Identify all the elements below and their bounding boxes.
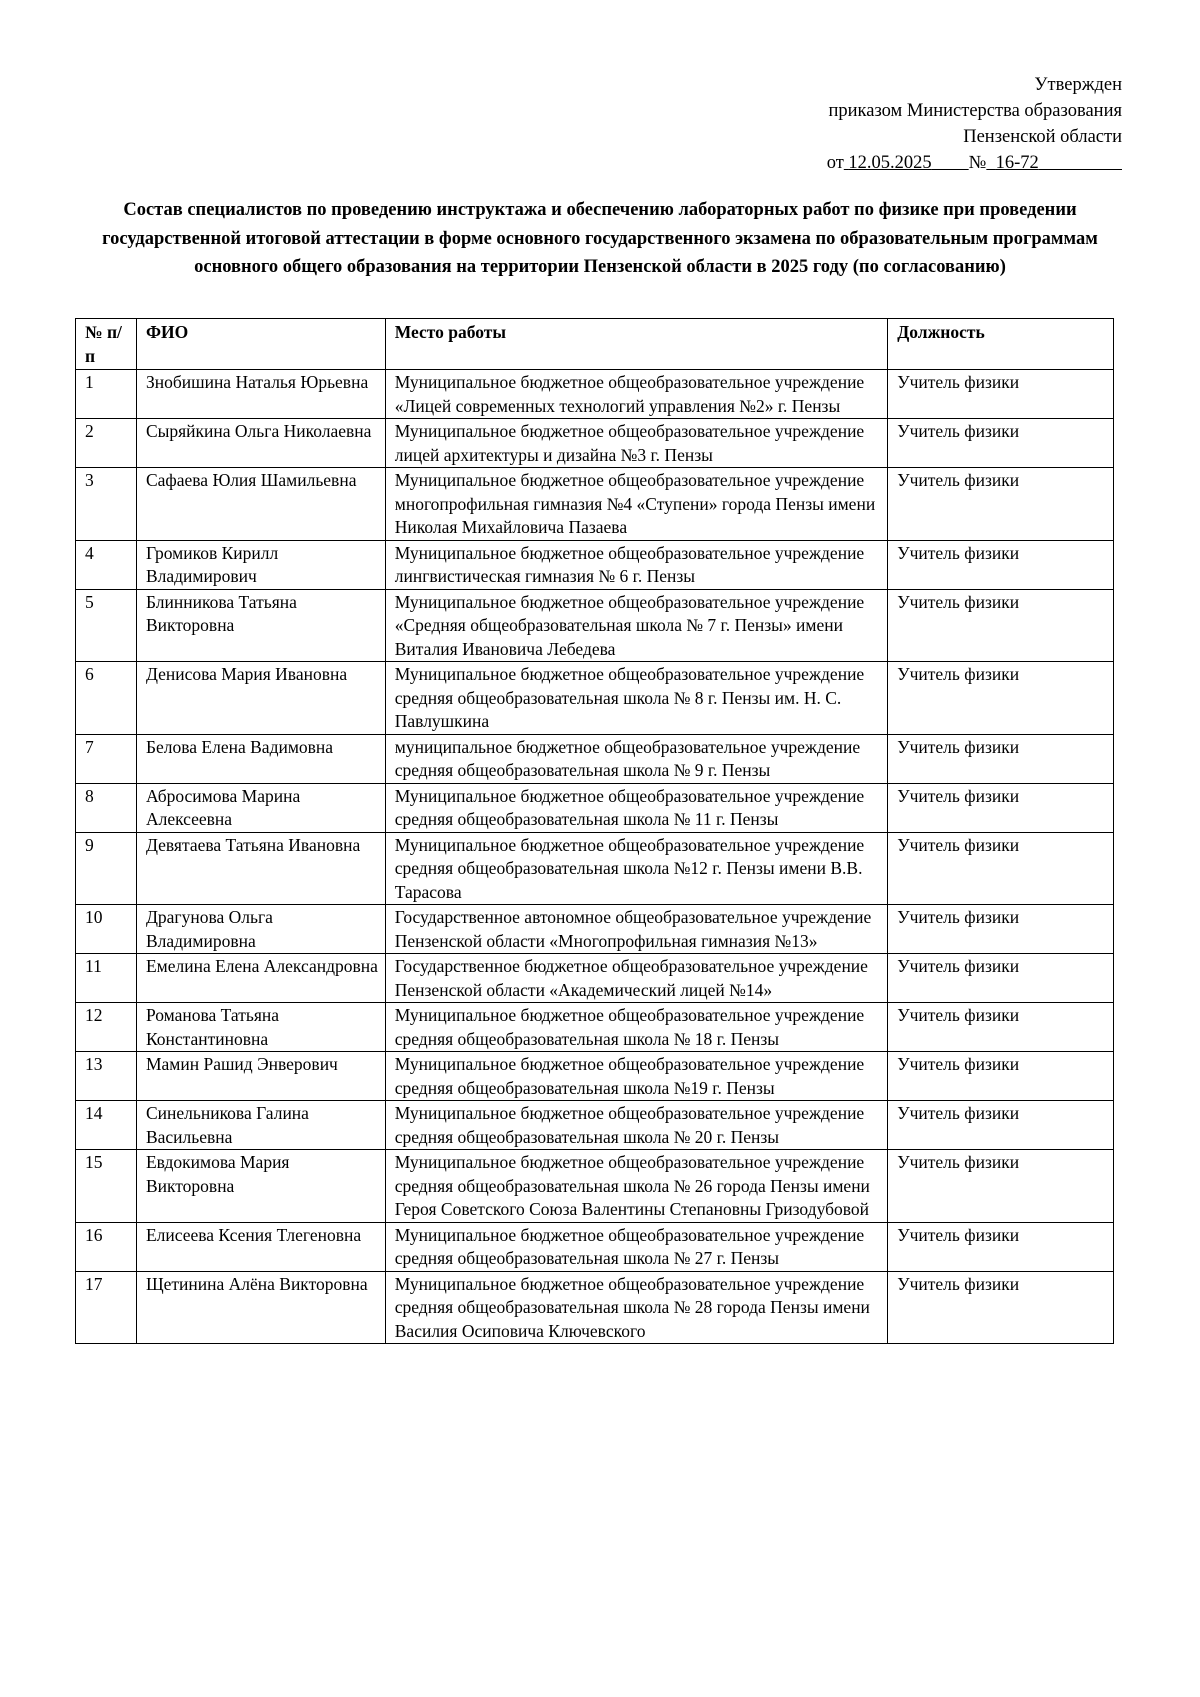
cell-position: Учитель физики: [888, 1052, 1114, 1101]
cell-position: Учитель физики: [888, 370, 1114, 419]
cell-place: Муниципальное бюджетное общеобразовательное учреждение средняя общеобразовательная школа № 11 г. Пензы: [385, 783, 887, 832]
cell-fio: Евдокимова Мария Викторовна: [136, 1150, 385, 1223]
cell-number: 4: [76, 540, 137, 589]
cell-number: 1: [76, 370, 137, 419]
table-row: [76, 1222, 1114, 1271]
cell-fio: Мамин Рашид Энверович: [136, 1052, 385, 1101]
header-number: № п/п: [76, 319, 137, 370]
cell-position: Учитель физики: [888, 954, 1114, 1003]
table-row: [76, 1271, 1114, 1344]
cell-place: Муниципальное бюджетное общеобразовательное учреждение средняя общеобразовательная школа № 20 г. Пензы: [385, 1101, 887, 1150]
cell-fio: Емелина Елена Александровна: [136, 954, 385, 1003]
date-prefix: от: [826, 153, 844, 173]
cell-fio: Щетинина Алёна Викторовна: [136, 1271, 385, 1344]
cell-fio: Денисова Мария Ивановна: [136, 662, 385, 735]
cell-fio: Блинникова Татьяна Викторовна: [136, 589, 385, 662]
approval-line-region: Пензенской области: [963, 127, 1122, 147]
header-place: Место работы: [385, 319, 887, 370]
cell-place: Муниципальное бюджетное общеобразовательное учреждение лингвистическая гимназия № 6 г. Пензы: [385, 540, 887, 589]
table-row: [76, 662, 1114, 735]
number-prefix: №: [968, 153, 987, 173]
cell-place: Муниципальное бюджетное общеобразовательное учреждение средняя общеобразовательная школа № 8 г. Пензы им. Н. С. Павлушкина: [385, 662, 887, 735]
cell-position: Учитель физики: [888, 1150, 1114, 1223]
document-title: Состав специалистов по проведению инструктажа и обеспечению лабораторных работ по физике при проведении государственной итоговой аттестации в форме основного государственного экзамена по образовательным программам основного общего образования на территории Пензенской области в 2025 году (по согласованию): [102, 200, 1098, 277]
cell-place: Муниципальное бюджетное общеобразовательное учреждение многопрофильная гимназия №4 «Ступени» города Пензы имени Николая Михайловича Пазаева: [385, 468, 887, 541]
cell-number: 12: [76, 1003, 137, 1052]
table-row: [76, 905, 1114, 954]
header-fio: ФИО: [136, 319, 385, 370]
cell-number: 13: [76, 1052, 137, 1101]
table-row: [76, 1052, 1114, 1101]
cell-place: Государственное автономное общеобразовательное учреждение Пензенской области «Многопрофильная гимназия №13»: [385, 905, 887, 954]
cell-place: Муниципальное бюджетное общеобразовательное учреждение средняя общеобразовательная школа № 27 г. Пензы: [385, 1222, 887, 1271]
cell-place: Муниципальное бюджетное общеобразовательное учреждение лицей архитектуры и дизайна №3 г. Пензы: [385, 419, 887, 468]
cell-position: Учитель физики: [888, 1222, 1114, 1271]
table-row: [76, 954, 1114, 1003]
table-row: [76, 734, 1114, 783]
cell-position: Учитель физики: [888, 540, 1114, 589]
table-row: [76, 468, 1114, 541]
cell-position: Учитель физики: [888, 832, 1114, 905]
table-row: [76, 419, 1114, 468]
cell-place: муниципальное бюджетное общеобразовательное учреждение средняя общеобразовательная школа № 9 г. Пензы: [385, 734, 887, 783]
cell-number: 10: [76, 905, 137, 954]
table-row: [76, 540, 1114, 589]
cell-number: 14: [76, 1101, 137, 1150]
approval-block: [827, 72, 1122, 176]
approval-line-approved: Утвержден: [1034, 75, 1122, 95]
cell-fio: Белова Елена Вадимовна: [136, 734, 385, 783]
cell-number: 5: [76, 589, 137, 662]
specialists-table: [75, 318, 1114, 1344]
table-row: [76, 783, 1114, 832]
cell-position: Учитель физики: [888, 1271, 1114, 1344]
cell-number: 2: [76, 419, 137, 468]
order-number: 16-72: [995, 153, 1039, 173]
cell-position: Учитель физики: [888, 589, 1114, 662]
cell-fio: Елисеева Ксения Тлегеновна: [136, 1222, 385, 1271]
table-row: [76, 1101, 1114, 1150]
cell-place: Муниципальное бюджетное общеобразовательное учреждение средняя общеобразовательная школа № 26 города Пензы имени Героя Советского Союза Валентины Степановны Гризодубовой: [385, 1150, 887, 1223]
cell-position: Учитель физики: [888, 734, 1114, 783]
table-row: [76, 589, 1114, 662]
cell-position: Учитель физики: [888, 419, 1114, 468]
cell-number: 17: [76, 1271, 137, 1344]
cell-place: Муниципальное бюджетное общеобразовательное учреждение средняя общеобразовательная школа № 28 города Пензы имени Василия Осиповича Ключевского: [385, 1271, 887, 1344]
header-position: Должность: [888, 319, 1114, 370]
cell-number: 15: [76, 1150, 137, 1223]
cell-number: 6: [76, 662, 137, 735]
cell-fio: Абросимова Марина Алексеевна: [136, 783, 385, 832]
cell-fio: Романова Татьяна Константиновна: [136, 1003, 385, 1052]
table-row: [76, 1003, 1114, 1052]
cell-fio: Драгунова Ольга Владимировна: [136, 905, 385, 954]
table-header-row: [76, 319, 1114, 370]
cell-position: Учитель физики: [888, 783, 1114, 832]
table-row: [76, 1150, 1114, 1223]
cell-fio: Громиков Кирилл Владимирович: [136, 540, 385, 589]
table-row: [76, 370, 1114, 419]
cell-position: Учитель физики: [888, 1101, 1114, 1150]
cell-place: Государственное бюджетное общеобразовательное учреждение Пензенской области «Академический лицей №14»: [385, 954, 887, 1003]
cell-fio: Синельникова Галина Васильевна: [136, 1101, 385, 1150]
cell-position: Учитель физики: [888, 468, 1114, 541]
cell-place: Муниципальное бюджетное общеобразовательное учреждение «Средняя общеобразовательная школа № 7 г. Пензы» имени Виталия Ивановича Лебедева: [385, 589, 887, 662]
cell-number: 11: [76, 954, 137, 1003]
cell-fio: Сыряйкина Ольга Николаевна: [136, 419, 385, 468]
cell-place: Муниципальное бюджетное общеобразовательное учреждение средняя общеобразовательная школа №19 г. Пензы: [385, 1052, 887, 1101]
cell-fio: Девятаева Татьяна Ивановна: [136, 832, 385, 905]
cell-position: Учитель физики: [888, 905, 1114, 954]
cell-fio: Сафаева Юлия Шамильевна: [136, 468, 385, 541]
cell-number: 7: [76, 734, 137, 783]
approval-line-order: приказом Министерства образования: [828, 101, 1122, 121]
approval-date-number: [827, 150, 1122, 176]
order-date: 12.05.2025: [848, 153, 932, 173]
cell-position: Учитель физики: [888, 1003, 1114, 1052]
cell-place: Муниципальное бюджетное общеобразовательное учреждение «Лицей современных технологий управления №2» г. Пензы: [385, 370, 887, 419]
cell-position: Учитель физики: [888, 662, 1114, 735]
cell-place: Муниципальное бюджетное общеобразовательное учреждение средняя общеобразовательная школа №12 г. Пензы имени В.В. Тарасова: [385, 832, 887, 905]
cell-number: 9: [76, 832, 137, 905]
cell-number: 3: [76, 468, 137, 541]
cell-place: Муниципальное бюджетное общеобразовательное учреждение средняя общеобразовательная школа № 18 г. Пензы: [385, 1003, 887, 1052]
cell-number: 16: [76, 1222, 137, 1271]
cell-number: 8: [76, 783, 137, 832]
table-row: [76, 832, 1114, 905]
cell-fio: Знобишина Наталья Юрьевна: [136, 370, 385, 419]
